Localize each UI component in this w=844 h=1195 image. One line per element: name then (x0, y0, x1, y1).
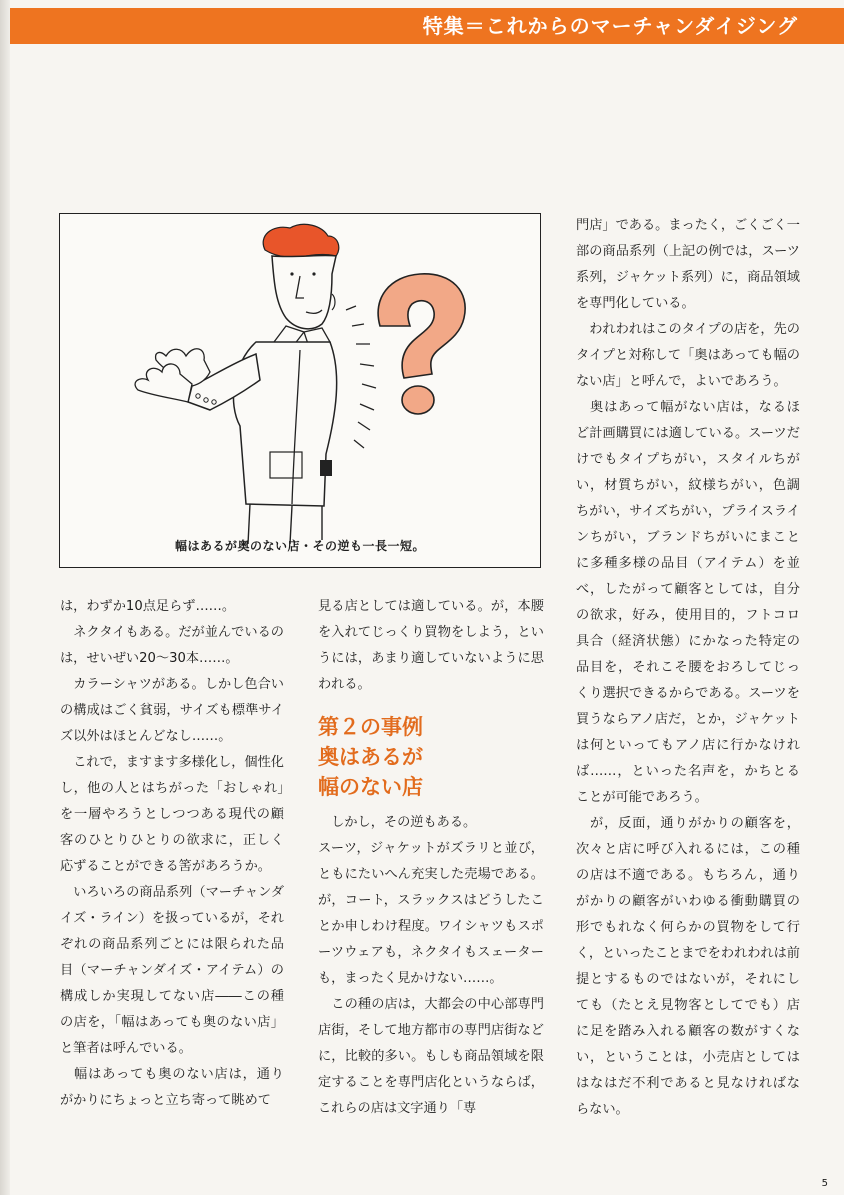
page-spine-shadow (0, 0, 10, 1195)
paragraph: が，反面，通りがかりの顧客を，次々と店に呼び入れるには，この種の店は不適である。もちろん，通りがかりの顧客がいわゆる衝動購買の形でもれなく何らかの買物をして行く，といったことまでをわれわれは前提とするものではないが，それにしても（たとえ見物客としてでも）店に足を踏み入れる顧客の数がすくない，ということは，小売店としてははなはだ不利であると見なければならない。 (576, 816, 800, 1117)
paragraph: いろいろの商品系列（マーチャンダイズ・ライン）を扱っているが，それぞれの商品系列ごとには限られた品目（マーチャンダイズ・アイテム）の構成しか実現してない店――この種の店を，「幅はあっても奥のない店」と筆者は呼んでいる。 (60, 885, 284, 1056)
article-column-2 (318, 594, 544, 1122)
paragraph: ネクタイもある。だが並んでいるのは，せいぜい20～30本……。 (60, 625, 284, 666)
question-mark-icon (378, 274, 465, 378)
page-number: 5 (821, 1178, 828, 1189)
paragraph: われわれはこのタイプの店を，先のタイプと対称して「奥はあっても幅のない店」と呼んで，よいであろう。 (576, 322, 800, 389)
paragraph: カラーシャツがある。しかし色合いの構成はごく貧弱，サイズも標準サイズ以外はほとんどなし……。 (60, 677, 284, 744)
paragraph: 奥はあって幅がない店は，なるほど計画購買には適している。スーツだけでもタイプちがい，スタイルちがい，材質ちがい，紋様ちがい，色調ちがい，サイズちがい，プライスラインちがい，ブランドちがいにまことに多種多様の品目（アイテム）を並べ，したがって顧客としては，自分の欲求，好み，使用目的，フトコロ具合（経済状態）にかなった特定の品目を，それこそ腰をおろしてじっくり選択できるからである。スーツを買うならアノ店だ，とか，ジャケットは何といってもアノ店に行かなければ……，といった名声を，かちとることが可能であろう。 (576, 400, 800, 805)
paragraph: 門店」である。まったく，ごくごく一部の商品系列（上記の例では，スーツ系列，ジャケット系列）に，商品領域を専門化している。 (576, 218, 800, 311)
section-heading-line: 幅のない店 (318, 775, 423, 799)
paragraph: この種の店は，大都会の中心部専門店街，そして地方都市の専門店街などに，比較的多い。もしも商品領域を限定することを専門店化というならば，これらの店は文字通り「専 (318, 997, 544, 1116)
confused-man-illustration (60, 214, 542, 569)
article-column-3 (576, 213, 800, 1123)
figure-caption: 幅はあるが奥のない店・その逆も一長一短。 (174, 539, 425, 553)
paragraph: スーツ，ジャケットがズラリと並び，ともにたいへん充実した売場である。が，コート，スラックスはどうしたことか申しわけ程度。ワイシャツもスポーツウェアも，ネクタイもスェーターも，まったく見かけない……。 (318, 841, 544, 986)
section-heading (318, 712, 544, 802)
section-heading-line: 第２の事例 (318, 715, 423, 739)
paragraph: は，わずか10点足らず……。 (60, 599, 236, 614)
paragraph: 見る店としては適している。が，本腰を入れてじっくり買物をしよう，というには，あまり適していないように思われる。 (318, 599, 544, 692)
paragraph: これで，ますます多様化し，個性化し，他の人とはちがった「おしゃれ」を一層やろうとしつつある現代の顧客のひとりひとりの欲求に，正しく応ずることができる筈があろうか。 (60, 755, 284, 874)
illustration-figure (59, 213, 541, 568)
paragraph: 幅はあっても奥のない店は，通りがかりにちょっと立ち寄って眺めて (60, 1067, 284, 1108)
paragraph: しかし，その逆もある。 (318, 815, 477, 830)
man-head (272, 255, 336, 328)
article-column-1 (60, 594, 284, 1114)
man-hair (263, 224, 339, 257)
section-heading-line: 奥はあるが (318, 745, 423, 769)
feature-title: 特集＝これからのマーチャンダイジング (422, 14, 798, 38)
